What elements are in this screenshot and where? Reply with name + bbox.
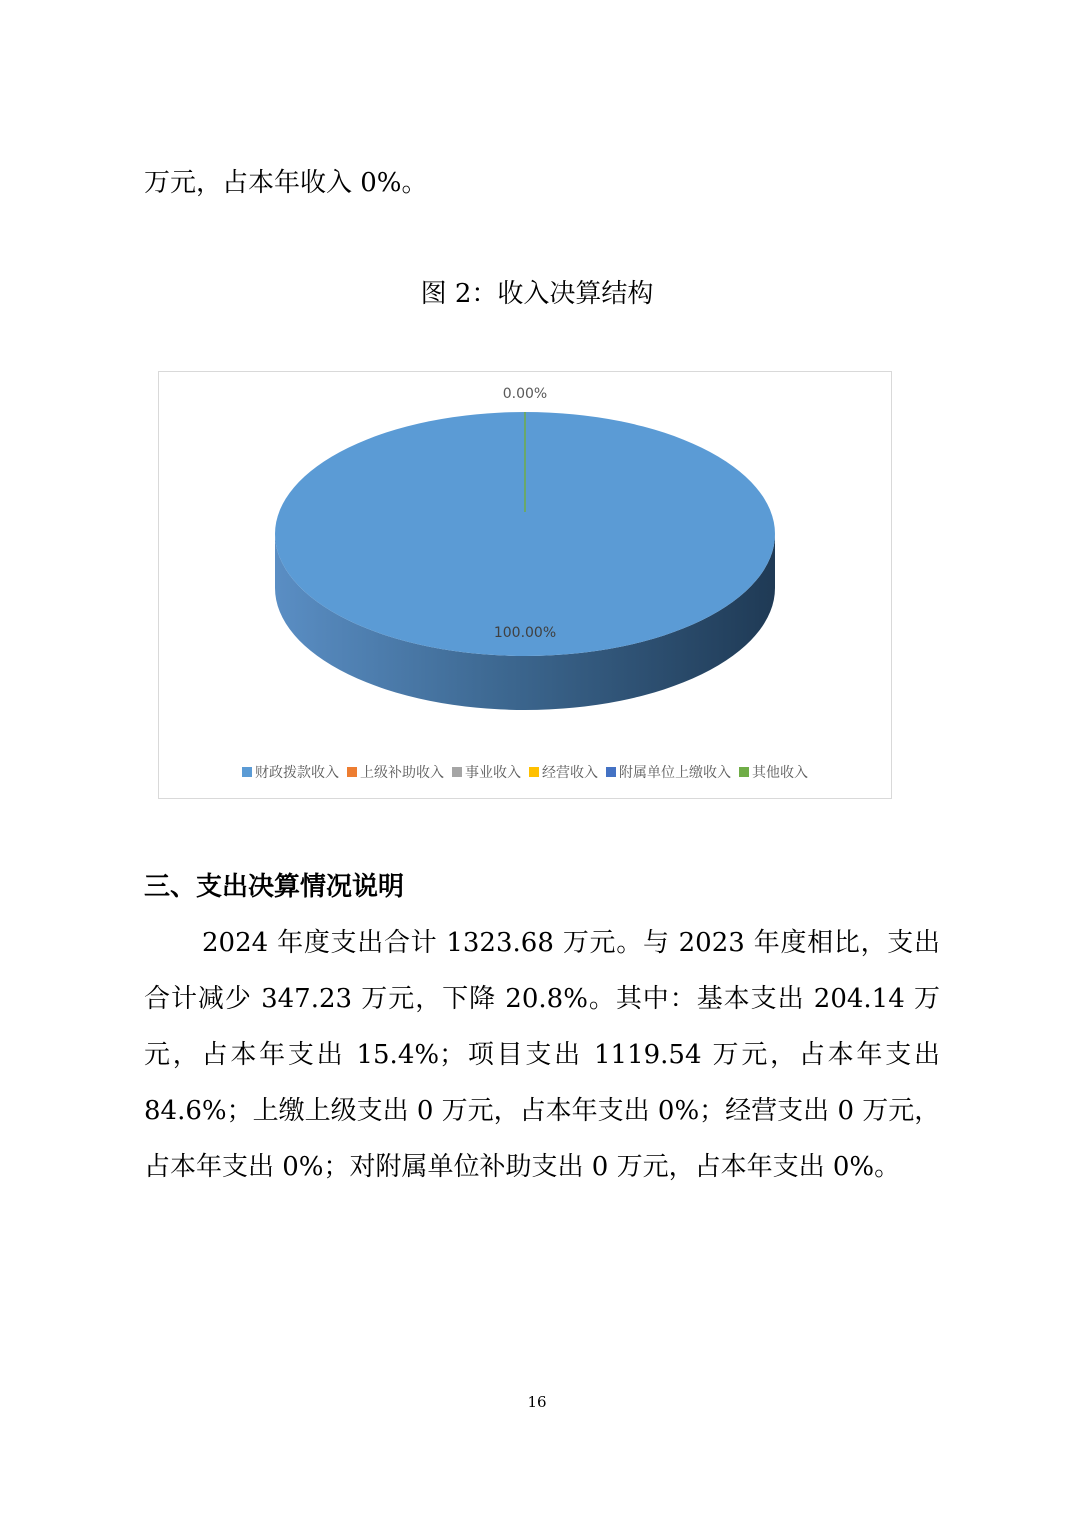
legend-label: 经营收入 bbox=[542, 765, 598, 781]
legend-item bbox=[347, 762, 444, 782]
legend-label: 其他收入 bbox=[752, 765, 808, 781]
legend-label: 上级补助收入 bbox=[360, 765, 444, 781]
legend-swatch bbox=[606, 767, 616, 777]
legend-swatch bbox=[529, 767, 539, 777]
legend-item bbox=[529, 762, 598, 782]
income-pie-chart bbox=[158, 371, 892, 799]
legend-swatch bbox=[739, 767, 749, 777]
legend-swatch bbox=[242, 767, 252, 777]
legend-item bbox=[739, 762, 808, 782]
paragraph-line: 占本年支出 0%；对附属单位补助支出 0 万元，占本年支出 0%。 bbox=[144, 1152, 901, 1182]
legend-label: 事业收入 bbox=[465, 765, 521, 781]
paragraph-line: 元，占本年支出 15.4%；项目支出 1119.54 万元，占本年支出 bbox=[144, 1040, 940, 1070]
legend-item bbox=[242, 762, 339, 782]
data-label-hundred: 100.00% bbox=[493, 625, 557, 641]
paragraph-line: 合计减少 347.23 万元，下降 20.8%。其中：基本支出 204.14 万 bbox=[144, 984, 940, 1014]
paragraph-line: 84.6%；上缴上级支出 0 万元，占本年支出 0%；经营支出 0 万元， bbox=[144, 1096, 941, 1126]
continuation-text: 万元，占本年收入 0%。 bbox=[144, 168, 428, 198]
paragraph-line: 2024 年度支出合计 1323.68 万元。与 2023 年度相比，支出 bbox=[202, 928, 940, 958]
page-number: 16 bbox=[527, 1393, 547, 1411]
pie-chart-svg bbox=[159, 372, 891, 798]
legend-item bbox=[606, 762, 731, 782]
section-heading: 三、支出决算情况说明 bbox=[144, 872, 405, 902]
legend-label: 附属单位上缴收入 bbox=[619, 765, 731, 781]
figure-caption: 图 2：收入决算结构 bbox=[420, 279, 654, 309]
chart-legend bbox=[159, 762, 891, 782]
legend-item bbox=[452, 762, 521, 782]
legend-label: 财政拨款收入 bbox=[255, 765, 339, 781]
legend-swatch bbox=[347, 767, 357, 777]
data-label-zero: 0.00% bbox=[502, 386, 548, 402]
legend-swatch bbox=[452, 767, 462, 777]
